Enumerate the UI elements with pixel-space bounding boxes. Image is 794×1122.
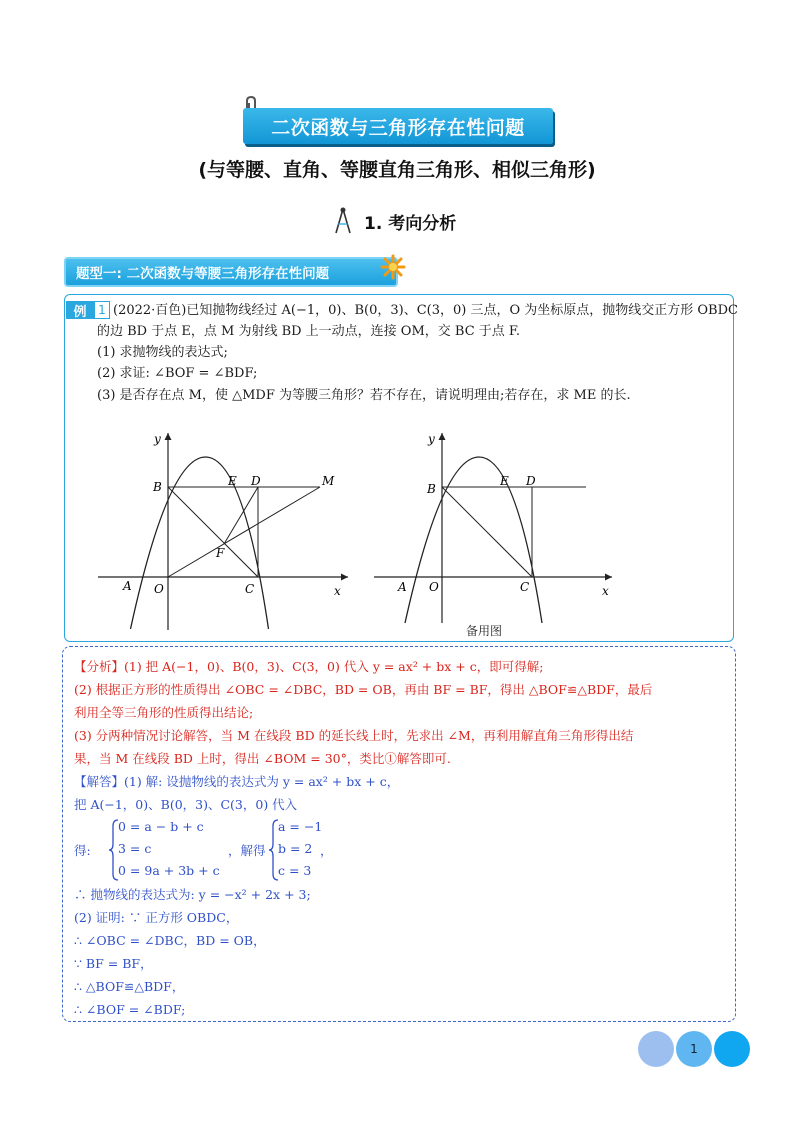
label-a: A xyxy=(398,580,407,594)
figure-caption: 备用图 xyxy=(466,624,503,638)
label-y: y xyxy=(428,432,435,446)
label-d: D xyxy=(251,474,261,488)
star-burst-icon xyxy=(380,254,406,284)
label-f: F xyxy=(216,546,225,560)
label-d: D xyxy=(526,474,536,488)
figure-backup xyxy=(366,425,620,625)
section-title: 1. 考向分析 xyxy=(364,213,457,234)
title-banner xyxy=(243,108,553,144)
analysis-line: (2) 根据正方形的性质得出 ∠OBC = ∠DBC，BD = OB，再由 BF = BF，得出 △BOF≌△BDF，最后 xyxy=(74,682,653,697)
page-title: 二次函数与三角形存在性问题 xyxy=(271,116,525,139)
page-dot-decoration xyxy=(638,1031,674,1067)
equation-line: c = 3 xyxy=(278,863,312,878)
proof-line: ∴ ∠OBC = ∠DBC，BD = OB， xyxy=(74,933,266,948)
example-line: (2) 求证: ∠BOF = ∠BDF; xyxy=(97,366,258,381)
label-o: O xyxy=(154,582,164,596)
analysis-line: 果，当 M 在线段 BD 上时，得出 ∠BOM = 30°，类比①解答即可. xyxy=(74,751,451,766)
figure-main xyxy=(90,425,360,635)
proof-line: (2) 证明: ∵ 正方形 OBDC， xyxy=(74,910,239,925)
example-line: (2022·百色)已知抛物线经过 A(−1，0)、B(0，3)、C(3，0) 三点，O 为坐标原点，抛物线交正方形 OBDC xyxy=(113,303,738,318)
compass-icon xyxy=(330,206,356,236)
label-x: x xyxy=(334,584,341,598)
parabola xyxy=(405,457,542,623)
label-o: O xyxy=(429,580,439,594)
label-a: A xyxy=(123,579,132,593)
example-badge: 例 xyxy=(66,301,94,319)
line-bc xyxy=(442,487,532,577)
line-df xyxy=(224,487,258,544)
page-number: 1 xyxy=(676,1031,712,1067)
label-m: M xyxy=(322,474,335,488)
equation-line: 3 = c xyxy=(118,841,152,856)
example-line: 的边 BD 于点 E，点 M 为射线 BD 上一动点，连接 OM，交 BC 于点 F. xyxy=(97,324,521,339)
proof-line: ∴ ∠BOF = ∠BDF; xyxy=(74,1002,186,1017)
label-c: C xyxy=(520,580,530,594)
equation-line: 0 = 9a + 3b + c xyxy=(118,863,220,878)
label-e: E xyxy=(228,474,237,488)
solution-line: 把 A(−1，0)、B(0，3)、C(3，0) 代入 xyxy=(74,797,298,812)
label-b: B xyxy=(427,482,436,496)
label-c: C xyxy=(245,582,255,596)
solution-line: 【解答】(1) 解: 设抛物线的表达式为 y = ax² + bx + c， xyxy=(74,774,400,789)
example-line: (1) 求抛物线的表达式; xyxy=(97,345,228,360)
equation-line: b = 2 xyxy=(278,841,313,856)
example-line: (3) 是否存在点 M，使 △MDF 为等腰三角形？若不存在，请说明理由;若存在，求 ME 的长. xyxy=(97,388,631,403)
equation-line: 0 = a − b + c xyxy=(118,819,204,834)
label-b: B xyxy=(153,480,162,494)
analysis-line: (3) 分两种情况讨论解答，当 M 在线段 BD 的延长线上时，先求出 ∠M，再利用解直角三角形得出结 xyxy=(74,728,634,743)
equation-line: a = −1 xyxy=(278,819,323,834)
analysis-line: 利用全等三角形的性质得出结论; xyxy=(74,705,254,720)
proof-line: ∵ BF = BF， xyxy=(74,956,153,971)
analysis-line: 【分析】(1) 把 A(−1，0)、B(0，3)、C(3，0) 代入 y = ax² + bx + c，即可得解; xyxy=(74,659,544,674)
jie-prefix: ，解得 xyxy=(228,843,266,858)
de-prefix: 得: xyxy=(74,843,91,858)
label-y: y xyxy=(154,432,161,446)
label-x: x xyxy=(602,584,609,598)
topic-title: 题型一: 二次函数与等腰三角形存在性问题 xyxy=(76,266,330,282)
page-dot-decoration xyxy=(714,1031,750,1067)
page-subtitle: (与等腰、直角、等腰直角三角形、相似三角形) xyxy=(198,159,596,181)
label-e: E xyxy=(500,474,509,488)
proof-line: ∴ △BOF≌△BDF， xyxy=(74,979,185,994)
sys-suffix: ， xyxy=(320,843,333,858)
topic-banner xyxy=(64,257,398,287)
parabola xyxy=(131,457,269,629)
solution-line: ∴ 抛物线的表达式为: y = −x² + 2x + 3; xyxy=(74,887,311,902)
example-number: 1 xyxy=(94,301,110,319)
section-heading xyxy=(330,206,456,236)
